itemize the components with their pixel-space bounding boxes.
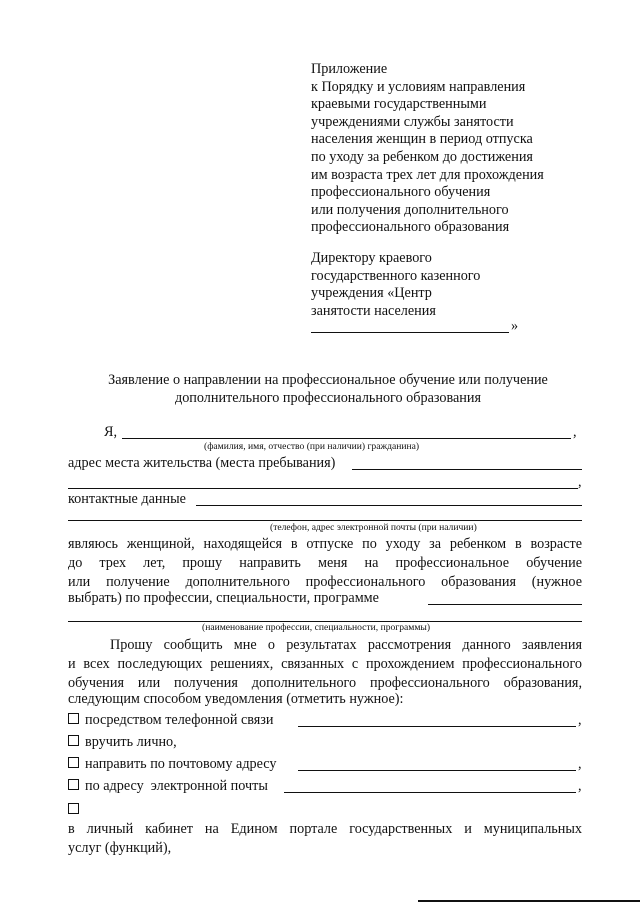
option-mail[interactable] — [68, 756, 277, 774]
address-field-2[interactable] — [68, 488, 578, 489]
body-paragraph — [68, 535, 582, 592]
program-field[interactable] — [428, 604, 582, 605]
option-phone-label: посредством телефонной связи — [85, 712, 274, 728]
option-portal[interactable] — [68, 801, 582, 858]
contacts-field[interactable] — [196, 505, 582, 506]
checkbox-portal[interactable] — [68, 803, 79, 814]
phone-comma: , — [578, 712, 582, 728]
email-comma: , — [578, 778, 582, 794]
mail-comma: , — [578, 756, 582, 772]
option-portal-line-1 — [68, 801, 582, 839]
checkbox-in-person[interactable] — [68, 735, 79, 746]
addressee-block — [311, 250, 480, 320]
mail-field[interactable] — [298, 770, 576, 771]
center-name-field[interactable] — [311, 332, 509, 333]
option-in-person[interactable] — [68, 734, 177, 752]
request-last-line: следующим способом уведомления (отметить нужное): — [68, 691, 404, 707]
option-mail-label: направить по почтовому адресу — [85, 756, 277, 772]
addressee-line: учреждения «Центр — [311, 285, 432, 302]
email-field[interactable] — [284, 792, 576, 793]
contacts-label: контактные данные — [68, 491, 186, 507]
appendix-block — [311, 61, 544, 237]
body-line: до трех лет, прошу направить меня на профессиональное обучение — [68, 555, 582, 571]
body-line: или получение дополнительного профессионального образования (нужное — [68, 574, 582, 590]
addressee-line: государственного казенного — [311, 267, 481, 284]
appendix-line: населения женщин в период отпуска — [311, 131, 533, 148]
address-label: адрес места жительства (места пребывания) — [68, 455, 336, 471]
option-email-label: по адресу электронной почты — [85, 778, 268, 794]
closing-quote: » — [511, 318, 519, 334]
appendix-line: им возраста трех лет для прохождения — [311, 166, 544, 183]
i-label: Я, — [104, 424, 118, 440]
name-hint: (фамилия, имя, отчество (при наличии) гражданина) — [204, 441, 420, 452]
body-line: являюсь женщиной, находящейся в отпуске по уходу за ребенком в возрасте — [68, 536, 582, 552]
appendix-line: учреждениями службы занятости — [311, 113, 514, 130]
request-line: Прошу сообщить мне о результатах рассмотрения данного заявления — [110, 637, 582, 653]
request-paragraph — [68, 636, 582, 693]
title-line-1: Заявление о направлении на профессиональное обучение или получение — [108, 372, 548, 388]
checkbox-phone[interactable] — [68, 713, 79, 724]
appendix-line: профессионального обучения — [311, 184, 491, 201]
document-title — [8, 372, 640, 408]
phone-field[interactable] — [298, 726, 576, 727]
contacts-field-2[interactable] — [68, 520, 582, 521]
option-email[interactable] — [68, 778, 268, 796]
body-last-line: выбрать) по профессии, специальности, программе — [68, 590, 379, 606]
checkbox-mail[interactable] — [68, 757, 79, 768]
request-line: обучения или получения дополнительного профессионального образования, — [68, 675, 582, 691]
appendix-line: к Порядку и условиям направления — [311, 78, 526, 95]
option-portal-line-2: услуг (функций), — [68, 840, 172, 856]
bottom-rule — [418, 900, 640, 902]
address-comma: , — [578, 474, 582, 490]
appendix-line: или получения дополнительного — [311, 201, 509, 218]
request-line: и всех последующих решениях, связанных с прохождением профессионального — [68, 656, 582, 672]
full-name-field[interactable] — [122, 438, 571, 439]
appendix-line: краевыми государственными — [311, 96, 487, 113]
addressee-line: занятости населения — [311, 302, 436, 319]
option-in-person-label: вручить лично, — [85, 734, 177, 750]
appendix-line: по уходу за ребенком до достижения — [311, 148, 533, 165]
address-field[interactable] — [352, 469, 582, 470]
program-hint: (наименование профессии, специальности, программы) — [202, 622, 431, 633]
checkbox-email[interactable] — [68, 779, 79, 790]
name-comma: , — [573, 424, 577, 440]
option-portal-label: в личный кабинет на Едином портале государственных и муниципальных — [68, 821, 582, 837]
appendix-line: профессионального образования — [311, 219, 510, 236]
appendix-line: Приложение — [311, 61, 388, 77]
title-line-2: дополнительного профессионального образования — [174, 389, 481, 406]
contacts-hint: (телефон, адрес электронной почты (при наличии) — [270, 522, 477, 533]
addressee-line: Директору краевого — [311, 250, 432, 266]
option-phone[interactable] — [68, 712, 274, 730]
